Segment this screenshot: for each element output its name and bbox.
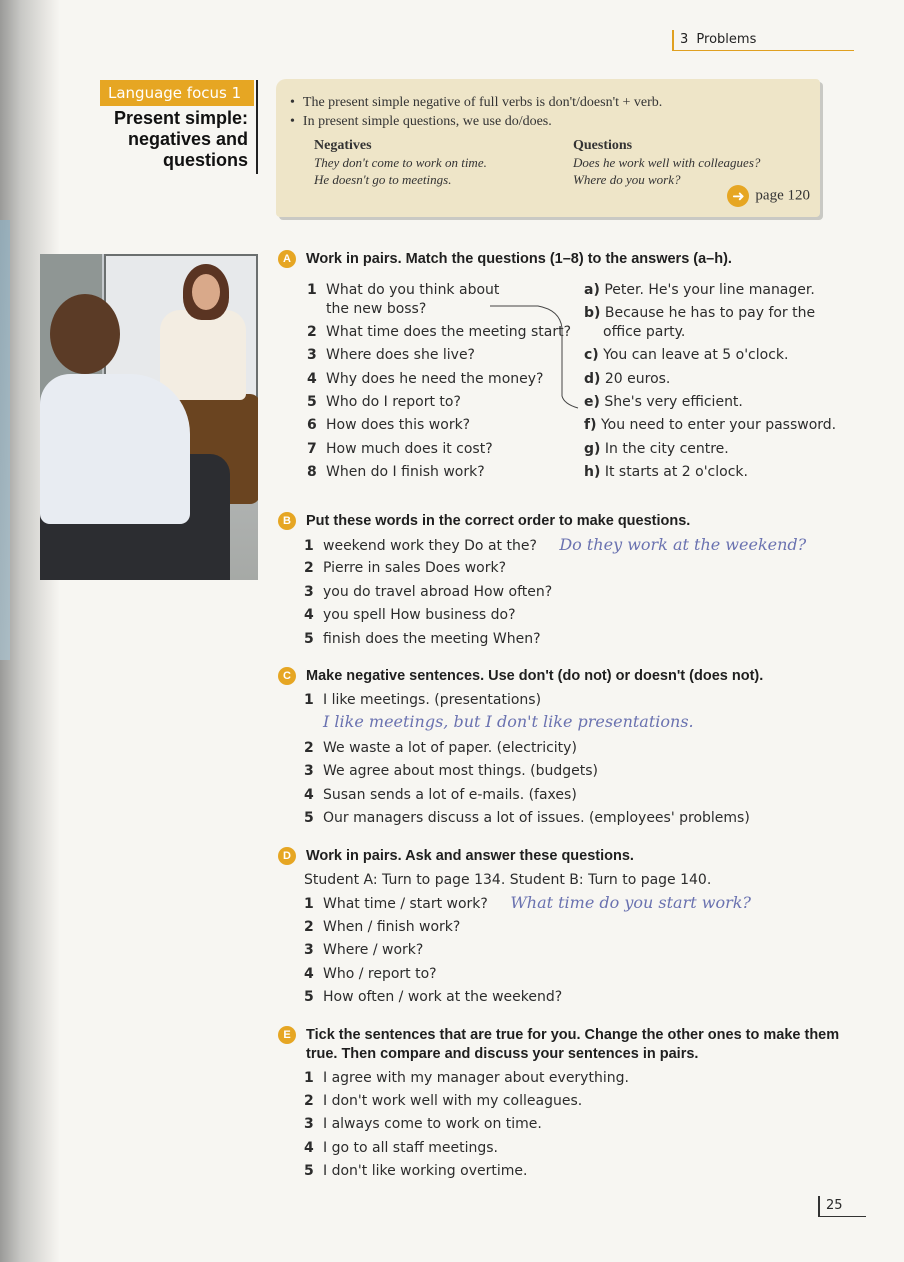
title-line: Present simple: bbox=[113, 108, 248, 128]
exercise-item: 1 I agree with my manager about everything. bbox=[304, 1070, 629, 1086]
negatives-heading: Negatives bbox=[314, 138, 372, 153]
section-c-marker: C bbox=[278, 667, 296, 685]
exercise-item: 2 When / finish work? bbox=[304, 919, 461, 935]
exercise-item: 1 I like meetings. (presentations) bbox=[304, 692, 542, 708]
section-b-heading bbox=[278, 512, 690, 531]
language-focus-title bbox=[100, 108, 248, 171]
exercise-item: 4 Who / report to? bbox=[304, 966, 437, 982]
exercise-item: 5 finish does the meeting When? bbox=[304, 631, 541, 647]
title-divider bbox=[256, 80, 258, 174]
section-a-heading bbox=[278, 250, 732, 269]
section-a-marker: A bbox=[278, 250, 296, 268]
grammar-bullet: • In present simple questions, we use do/does. bbox=[290, 112, 662, 131]
page-edge-tab bbox=[0, 220, 10, 660]
exercise-item: 3 We agree about most things. (budgets) bbox=[304, 763, 599, 779]
exercise-item: 5 I don't like working overtime. bbox=[304, 1163, 528, 1179]
unit-title: Problems bbox=[696, 32, 757, 47]
matching-line-drawing bbox=[480, 296, 586, 416]
answer-row: g) In the city centre. bbox=[584, 441, 729, 457]
section-e-instruction-line: true. Then compare and discuss your sentences in pairs. bbox=[306, 1046, 699, 1062]
questions-heading: Questions bbox=[573, 138, 633, 153]
question-row: 3 Where does she live? bbox=[307, 347, 475, 363]
question-row: 4 Why does he need the money? bbox=[307, 371, 544, 387]
office-meeting-photo bbox=[40, 254, 258, 580]
question-row: 1 What do you think about bbox=[307, 282, 500, 298]
exercise-item: 1 weekend work they Do at the? Do they work at the weekend? bbox=[304, 535, 807, 554]
answer-row: a) Peter. He's your line manager. bbox=[584, 282, 815, 298]
answer-row: b) Because he has to pay for the bbox=[584, 305, 816, 321]
question-row: the new boss? bbox=[326, 301, 427, 317]
grammar-page-reference[interactable] bbox=[727, 185, 810, 207]
exercise-item: 2 I don't work well with my colleagues. bbox=[304, 1093, 583, 1109]
negative-example: He doesn't go to meetings. bbox=[314, 172, 452, 187]
answer-row: e) She's very efficient. bbox=[584, 394, 743, 410]
handwritten-answer: I like meetings, but I don't like presentations. bbox=[323, 712, 694, 731]
exercise-item: 2 We waste a lot of paper. (electricity) bbox=[304, 740, 577, 756]
question-example: Does he work well with colleagues? bbox=[573, 155, 761, 170]
page-number: 25 bbox=[818, 1196, 866, 1217]
handwritten-answer: What time do you start work? bbox=[510, 893, 752, 912]
section-d-marker: D bbox=[278, 847, 296, 865]
exercise-item: 4 I go to all staff meetings. bbox=[304, 1140, 498, 1156]
question-row: 7 How much does it cost? bbox=[307, 441, 493, 457]
exercise-item: 2 Pierre in sales Does work? bbox=[304, 560, 507, 576]
title-line: questions bbox=[162, 150, 248, 170]
handwritten-answer: Do they work at the weekend? bbox=[559, 535, 807, 554]
negative-example: They don't come to work on time. bbox=[314, 155, 487, 170]
unit-number: 3 bbox=[680, 32, 689, 47]
unit-header bbox=[672, 30, 854, 51]
exercise-item: 3 I always come to work on time. bbox=[304, 1116, 542, 1132]
grammar-bullet: • The present simple negative of full verbs is don't/doesn't + verb. bbox=[290, 93, 662, 112]
question-row: 6 How does this work? bbox=[307, 417, 471, 433]
exercise-item: 5 Our managers discuss a lot of issues. (employees' problems) bbox=[304, 810, 750, 826]
answer-row: f) You need to enter your password. bbox=[584, 417, 837, 433]
exercise-item: 3 Where / work? bbox=[304, 942, 424, 958]
section-c-instruction: Make negative sentences. Use don't (do not) or doesn't (does not). bbox=[306, 668, 764, 684]
section-e-instruction-line: Tick the sentences that are true for you. Change the other ones to make them bbox=[306, 1027, 840, 1043]
page-ref-label: page 120 bbox=[755, 187, 810, 204]
answer-row: c) You can leave at 5 o'clock. bbox=[584, 347, 789, 363]
section-e-marker: E bbox=[278, 1026, 296, 1044]
section-c-heading bbox=[278, 667, 763, 686]
section-d-instruction: Work in pairs. Ask and answer these questions. bbox=[306, 848, 634, 864]
exercise-item: 1 What time / start work? What time do you start work? bbox=[304, 893, 752, 912]
pairwork-instruction: Student A: Turn to page 134. Student B: Turn to page 140. bbox=[304, 872, 712, 888]
exercise-item: 4 you spell How business do? bbox=[304, 607, 516, 623]
section-d-heading bbox=[278, 847, 634, 866]
grammar-box bbox=[276, 79, 820, 217]
exercise-item: 5 How often / work at the weekend? bbox=[304, 989, 563, 1005]
exercise-item: 4 Susan sends a lot of e-mails. (faxes) bbox=[304, 787, 577, 803]
question-row: 8 When do I finish work? bbox=[307, 464, 485, 480]
questions-column bbox=[573, 137, 760, 188]
exercise-item: 3 you do travel abroad How often? bbox=[304, 584, 553, 600]
section-b-instruction: Put these words in the correct order to make questions. bbox=[306, 513, 691, 529]
question-row: 2 What time does the meeting start? bbox=[307, 324, 572, 340]
section-b-marker: B bbox=[278, 512, 296, 530]
grammar-bullets bbox=[290, 93, 662, 131]
section-e-heading bbox=[278, 1026, 839, 1064]
title-line: negatives and bbox=[127, 129, 248, 149]
negatives-column bbox=[314, 137, 487, 188]
answer-row: office party. bbox=[603, 324, 686, 340]
answer-row: d) 20 euros. bbox=[584, 371, 671, 387]
arrow-right-icon: ➜ bbox=[727, 185, 749, 207]
question-row: 5 Who do I report to? bbox=[307, 394, 461, 410]
question-example: Where do you work? bbox=[573, 172, 681, 187]
answer-row: h) It starts at 2 o'clock. bbox=[584, 464, 748, 480]
language-focus-tag: Language focus 1 bbox=[100, 80, 254, 106]
section-a-instruction: Work in pairs. Match the questions (1–8) to the answers (a–h). bbox=[306, 251, 732, 267]
